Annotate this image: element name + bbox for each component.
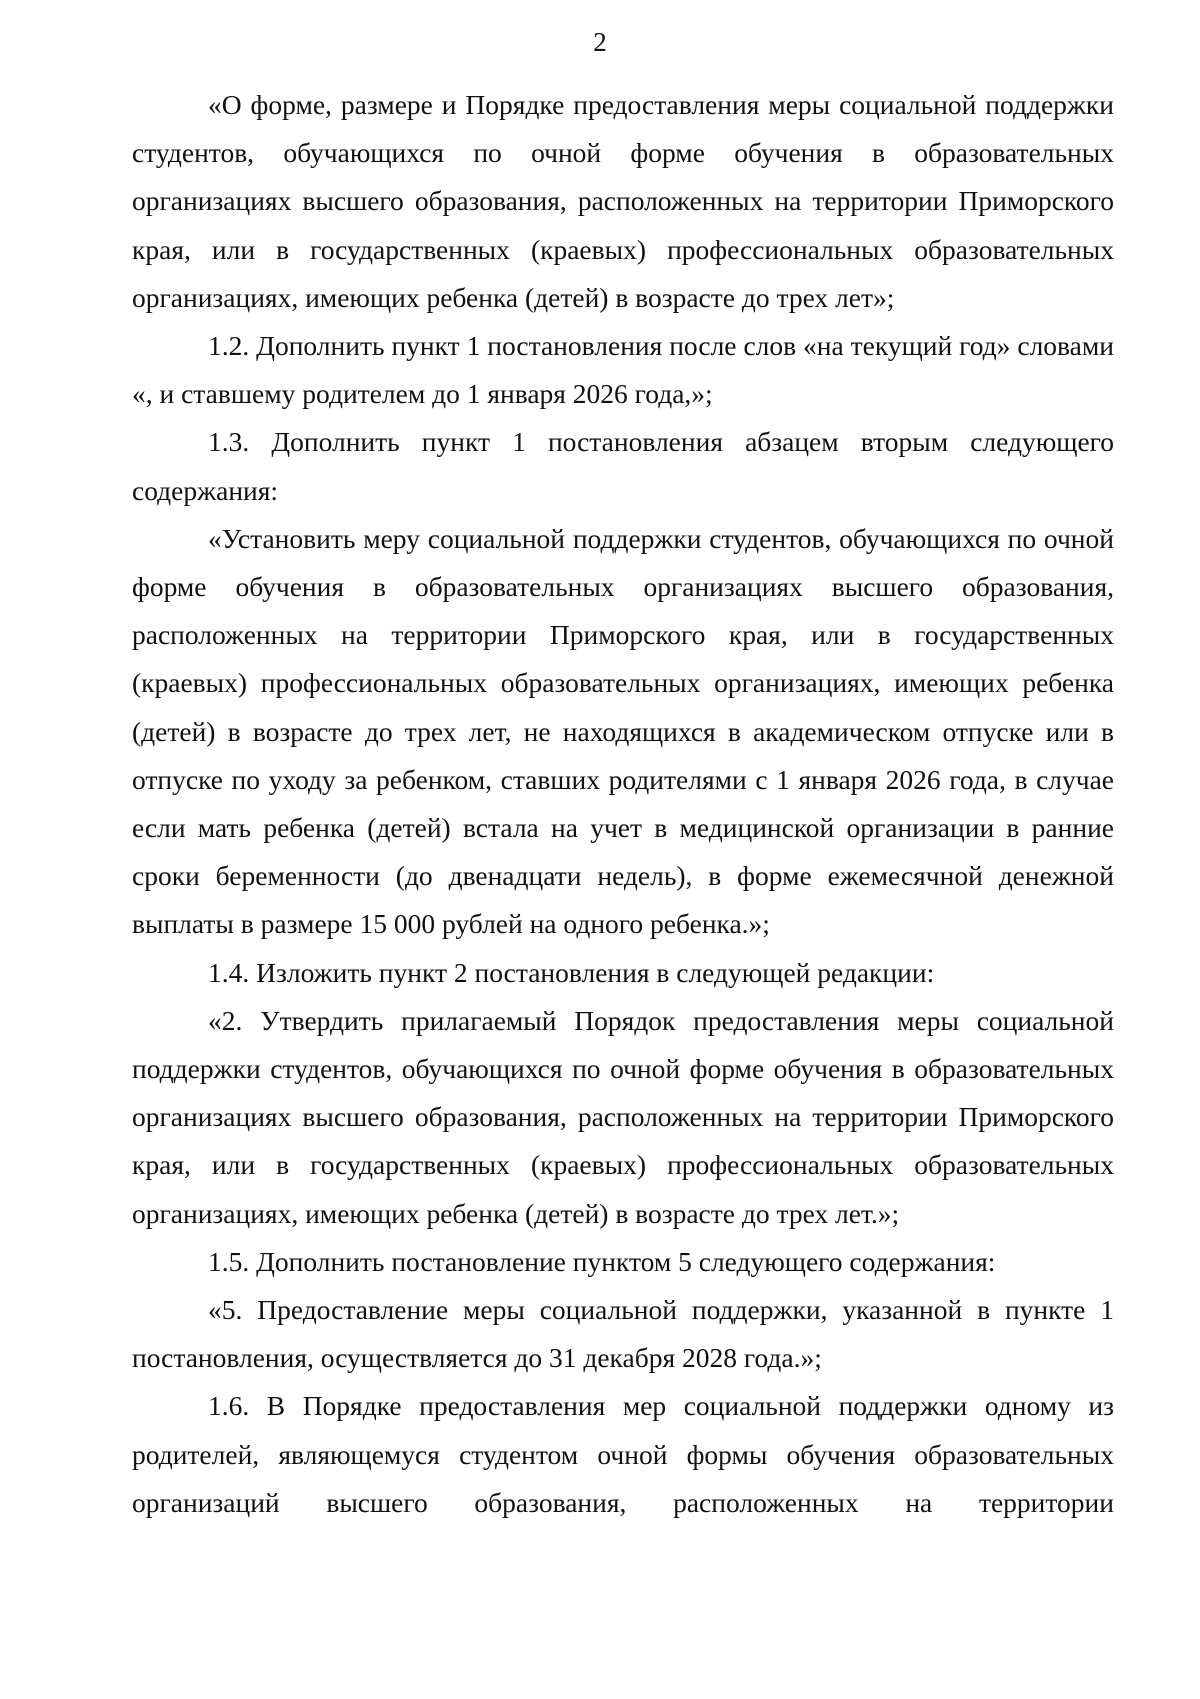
paragraph-resolution-title: «О форме, размере и Порядке предоставления меры социальной поддержки студентов, обучающихся по очной форме обучения в образовательных организациях высшего образования, расположенных на территории Приморского края, или в государственных (краевых) профессиональных образовательных организациях, имеющих ребенка (детей) в возрасте до трех лет»; — [132, 89, 1114, 313]
paragraph-item-1-3: 1.3. Дополнить пункт 1 постановления абзацем вторым следующего содержания: — [132, 426, 1114, 506]
document-body — [132, 81, 1114, 1527]
paragraph-item-1-2: 1.2. Дополнить пункт 1 постановления после слов «на текущий год» словами «, и ставшему родителем до 1 января 2026 года,»; — [132, 330, 1114, 410]
paragraph-item-1-4: 1.4. Изложить пункт 2 постановления в следующей редакции: — [208, 956, 935, 988]
paragraph-item-1-4-text: «2. Утвердить прилагаемый Порядок предоставления меры социальной поддержки студентов, обучающихся по очной форме обучения в образовательных организациях высшего образования, расположенных на территории Приморского края, или в государственных (краевых) профессиональных образовательных организациях, имеющих ребенка (детей) в возрасте до трех лет.»; — [132, 1004, 1114, 1229]
page-number: 2 — [593, 27, 607, 57]
paragraph-item-1-5: 1.5. Дополнить постановление пунктом 5 следующего содержания: — [208, 1245, 996, 1277]
paragraph-item-1-5-text: «5. Предоставление меры социальной поддержки, указанной в пункте 1 постановления, осуществляется до 31 декабря 2028 года.»; — [132, 1294, 1114, 1374]
paragraph-item-1-6: 1.6. В Порядке предоставления мер социальной поддержки одному из родителей, являющемуся студентом очной формы обучения образовательных организаций высшего образования, расположенных на территории — [132, 1390, 1114, 1518]
paragraph-item-1-3-text: «Установить меру социальной поддержки студентов, обучающихся по очной форме обучения в образовательных организациях высшего образования, расположенных на территории Приморского края, или в государственных (краевых) профессиональных образовательных организациях, имеющих ребенка (детей) в возрасте до трех лет, не находящихся в академическом отпуске или в отпуске по уходу за ребенком, ставших родителями с 1 января 2026 года, в случае если мать ребенка (детей) встала на учет в медицинской организации в ранние сроки беременности (до двенадцати недель), в форме ежемесячной денежной выплаты в размере 15 000 рублей на одного ребенка.»; — [132, 522, 1114, 940]
